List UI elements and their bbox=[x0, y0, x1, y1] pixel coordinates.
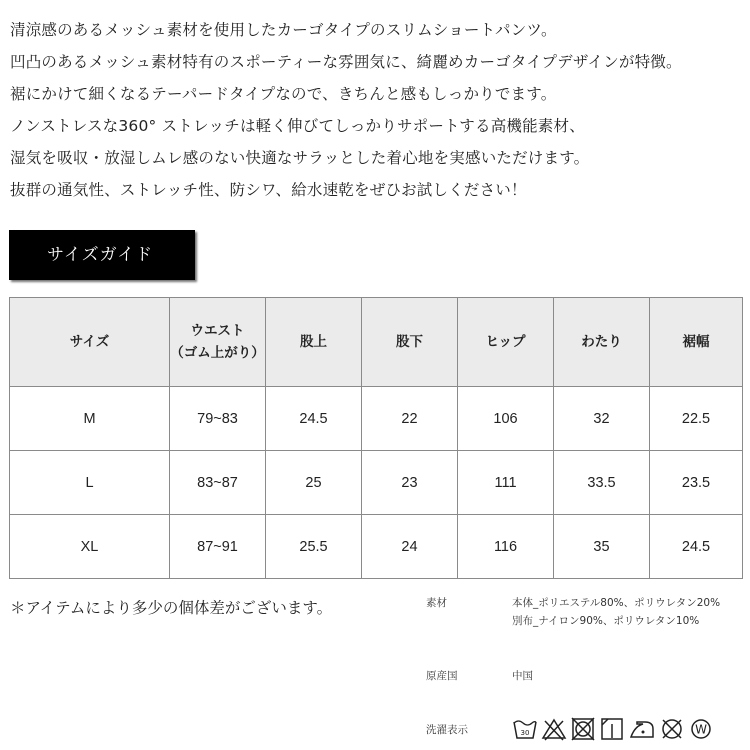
wash-temp-label: 30 bbox=[520, 729, 530, 737]
table-cell: 23 bbox=[362, 451, 458, 515]
wet-clean-letter: W bbox=[695, 722, 707, 737]
iron-low-icon bbox=[628, 716, 656, 742]
material-label: 素材 bbox=[426, 597, 447, 609]
table-cell: XL bbox=[10, 515, 170, 579]
table-cell: 24 bbox=[362, 515, 458, 579]
description-line: 清涼感のあるメッシュ素材を使用したカーゴタイプのスリムショートパンツ。 bbox=[10, 21, 557, 39]
table-row bbox=[10, 515, 743, 579]
care-label: 洗濯表示 bbox=[426, 724, 468, 736]
table-cell: 25 bbox=[266, 451, 362, 515]
table-header-row bbox=[10, 298, 743, 387]
header-waist: ウエスト （ゴム上がり） bbox=[170, 298, 266, 387]
table-cell: 35 bbox=[554, 515, 650, 579]
header-size: サイズ bbox=[10, 298, 170, 387]
table-cell: 25.5 bbox=[266, 515, 362, 579]
header-hip: ヒップ bbox=[458, 298, 554, 387]
table-cell: 32 bbox=[554, 387, 650, 451]
no-dry-clean-icon bbox=[659, 716, 685, 742]
table-cell: 22.5 bbox=[650, 387, 743, 451]
table-cell: 87~91 bbox=[170, 515, 266, 579]
size-guide-heading: サイズガイド bbox=[9, 230, 195, 280]
header-thigh: わたり bbox=[554, 298, 650, 387]
line-dry-shade-icon bbox=[599, 716, 625, 742]
description-line: 湿気を吸収・放湿しムレ感のない快適なサラッとした着心地を実感いただけます。 bbox=[10, 149, 590, 167]
size-table bbox=[9, 297, 743, 579]
material-line-1: 本体_ポリエステル80%、ポリウレタン20% bbox=[512, 597, 721, 609]
origin-value: 中国 bbox=[512, 670, 533, 682]
table-cell: 23.5 bbox=[650, 451, 743, 515]
description-line: 凹凸のあるメッシュ素材特有のスポーティーな雰囲気に、綺麗めカーゴタイプデザインが特徴。 bbox=[10, 53, 682, 71]
table-row bbox=[10, 387, 743, 451]
table-cell: 24.5 bbox=[650, 515, 743, 579]
table-cell: 111 bbox=[458, 451, 554, 515]
table-cell: 79~83 bbox=[170, 387, 266, 451]
header-rise: 股上 bbox=[266, 298, 362, 387]
origin-label: 原産国 bbox=[426, 670, 458, 682]
wash-30-icon bbox=[512, 716, 538, 742]
product-description bbox=[10, 14, 745, 206]
description-line: 抜群の通気性、ストレッチ性、防シワ、給水速乾をぜひお試しください！ bbox=[10, 181, 527, 199]
table-cell: M bbox=[10, 387, 170, 451]
header-inseam: 股下 bbox=[362, 298, 458, 387]
description-line: ノンストレスな360° ストレッチは軽く伸びてしっかりサポートする高機能素材、 bbox=[10, 117, 585, 135]
no-tumble-dry-icon bbox=[570, 716, 596, 742]
table-cell: 116 bbox=[458, 515, 554, 579]
description-line: 裾にかけて細くなるテーパードタイプなので、きちんと感もしっかりでます。 bbox=[10, 85, 557, 103]
table-row bbox=[10, 451, 743, 515]
header-hem-width: 裾幅 bbox=[650, 298, 743, 387]
no-bleach-icon bbox=[541, 716, 567, 742]
wet-clean-icon bbox=[688, 716, 714, 742]
individual-difference-note: ＊アイテムにより多少の個体差がございます。 bbox=[10, 599, 333, 617]
table-cell: 33.5 bbox=[554, 451, 650, 515]
table-cell: 22 bbox=[362, 387, 458, 451]
table-cell: 106 bbox=[458, 387, 554, 451]
table-cell: 24.5 bbox=[266, 387, 362, 451]
table-cell: L bbox=[10, 451, 170, 515]
table-cell: 83~87 bbox=[170, 451, 266, 515]
care-symbols bbox=[512, 716, 714, 742]
material-line-2: 別布_ナイロン90%、ポリウレタン10% bbox=[512, 615, 700, 627]
